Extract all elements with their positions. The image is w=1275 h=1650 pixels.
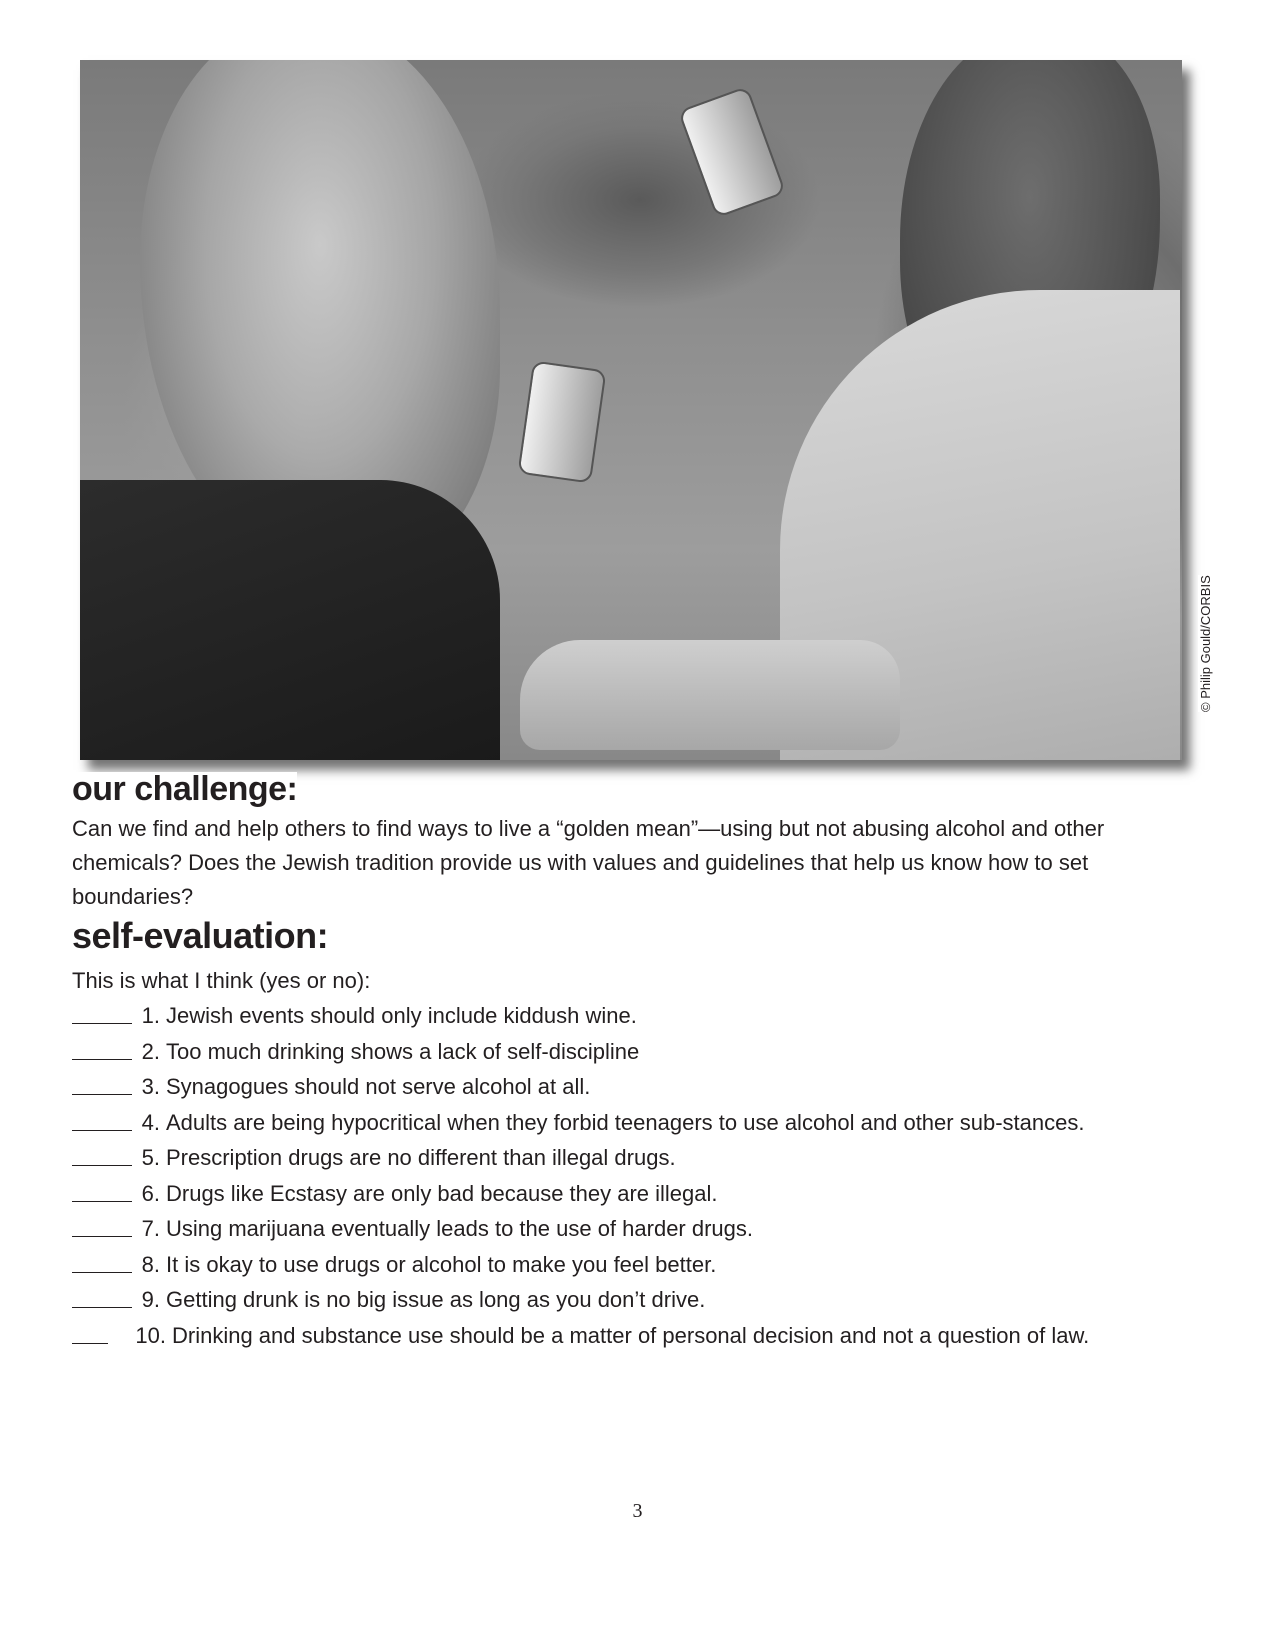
answer-blank[interactable] bbox=[72, 1034, 132, 1060]
list-item bbox=[72, 1318, 1172, 1354]
item-number: 10. bbox=[135, 1322, 166, 1348]
item-number: 6. bbox=[141, 1180, 160, 1206]
list-item bbox=[72, 1140, 1172, 1176]
item-number: 5. bbox=[141, 1145, 160, 1170]
list-item bbox=[72, 1034, 1172, 1070]
list-item bbox=[72, 1105, 1172, 1141]
list-item bbox=[72, 998, 1172, 1034]
item-number: 8. bbox=[141, 1251, 160, 1277]
photo-image bbox=[80, 60, 1182, 760]
photo-two-women-drinking bbox=[80, 60, 1182, 760]
list-item bbox=[72, 1247, 1172, 1283]
our-challenge-heading: our challenge: bbox=[72, 770, 298, 808]
answer-blank[interactable] bbox=[72, 1318, 108, 1344]
answer-blank[interactable] bbox=[72, 998, 132, 1024]
photo-hands bbox=[520, 640, 900, 750]
item-number: 2. bbox=[141, 1038, 160, 1064]
list-item bbox=[72, 1176, 1172, 1212]
list-item bbox=[72, 1211, 1172, 1247]
item-text: Prescription drugs are no different than illegal drugs. bbox=[166, 1145, 676, 1170]
item-number: 3. bbox=[141, 1074, 160, 1099]
answer-blank[interactable] bbox=[72, 1282, 132, 1308]
item-text: Jewish events should only include kiddush wine. bbox=[166, 1003, 637, 1028]
item-text: Drinking and substance use should be a matter of personal decision and not a question of law. bbox=[172, 1322, 1090, 1348]
list-item bbox=[72, 1282, 1172, 1318]
answer-blank[interactable] bbox=[72, 1069, 132, 1095]
answer-blank[interactable] bbox=[72, 1176, 132, 1202]
item-text: Synagogues should not serve alcohol at all. bbox=[166, 1074, 591, 1099]
list-item bbox=[72, 1069, 1172, 1105]
challenge-paragraph: Can we find and help others to find ways to live a “golden mean”—using but not abusing alcohol and other chemicals? Does the Jewish tradition provide us with values and guidelines that help us know how to set boundaries? bbox=[72, 816, 1105, 909]
item-text: Getting drunk is no big issue as long as you don’t drive. bbox=[166, 1287, 706, 1312]
answer-blank[interactable] bbox=[72, 1211, 132, 1237]
page-number: 3 bbox=[632, 1500, 643, 1522]
item-text: Too much drinking shows a lack of self-discipline bbox=[166, 1038, 640, 1064]
photo-credit: © Philip Gould/CORBIS bbox=[1198, 575, 1213, 712]
item-number: 4. bbox=[141, 1109, 160, 1135]
photo-dark-jacket bbox=[80, 480, 500, 760]
answer-blank[interactable] bbox=[72, 1105, 132, 1131]
item-text: Drugs like Ecstasy are only bad because they are illegal. bbox=[166, 1180, 718, 1206]
answer-blank[interactable] bbox=[72, 1247, 132, 1273]
item-text: It is okay to use drugs or alcohol to make you feel better. bbox=[166, 1251, 717, 1277]
self-evaluation-heading: self-evaluation: bbox=[72, 915, 329, 956]
item-text: Using marijuana eventually leads to the use of harder drugs. bbox=[166, 1216, 754, 1241]
self-evaluation-list bbox=[72, 998, 1172, 1353]
answer-blank[interactable] bbox=[72, 1140, 132, 1166]
self-evaluation-intro: This is what I think (yes or no): bbox=[72, 968, 371, 993]
item-number: 7. bbox=[141, 1216, 160, 1241]
item-text: Adults are being hypocritical when they forbid teenagers to use alcohol and other sub-stances. bbox=[166, 1109, 1085, 1135]
item-number: 9. bbox=[141, 1287, 160, 1312]
beer-can-icon bbox=[517, 360, 606, 483]
item-number: 1. bbox=[141, 1003, 160, 1028]
beer-can-icon bbox=[678, 86, 787, 218]
